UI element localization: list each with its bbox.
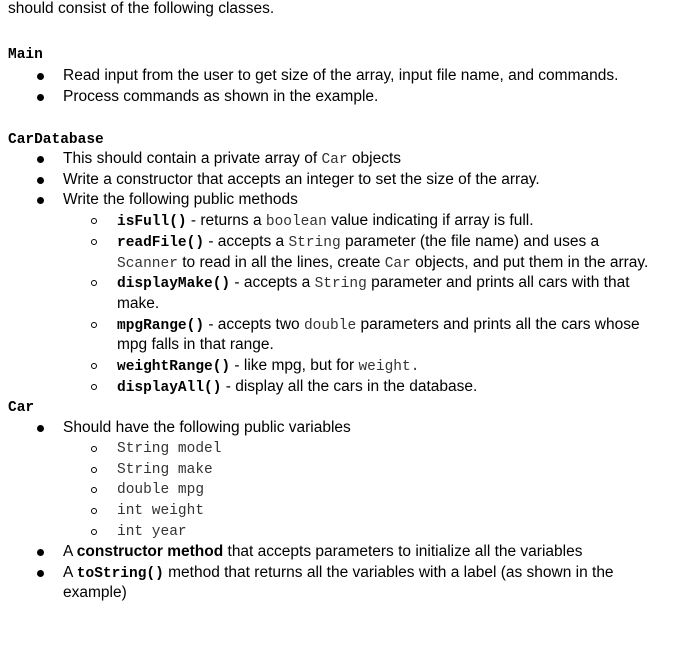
method-displaymake: displayMake() - accepts a String parameter and prints all cars with that (117, 274, 630, 292)
sub-bullet-icon (91, 384, 97, 390)
method-displaymake-cont: make. (117, 295, 160, 312)
bullet-icon (37, 94, 44, 101)
method-readfile: readFile() - accepts a String parameter (the file name) and uses a (117, 233, 600, 251)
bullet-icon (37, 549, 44, 556)
sub-bullet-icon (91, 508, 97, 514)
car-var: double mpg (117, 482, 205, 498)
sub-bullet-icon (91, 280, 97, 286)
sub-bullet-icon (91, 322, 97, 328)
method-isfull: isFull() - returns a boolean value indicating if array is full. (117, 212, 534, 230)
car-var: String make (117, 462, 213, 478)
bullet-icon (37, 177, 44, 184)
car-item-1: Should have the following public variables (63, 419, 351, 436)
main-item-1: Read input from the user to get size of the array, input file name, and commands. (63, 67, 619, 84)
bullet-icon (37, 570, 44, 577)
intro-text: should consist of the following classes. (8, 0, 275, 17)
sub-bullet-icon (91, 487, 97, 493)
sub-bullet-icon (91, 363, 97, 369)
car-heading: Car (8, 400, 35, 416)
cardb-item-3: Write the following public methods (63, 191, 298, 208)
method-displayall: displayAll() - display all the cars in the database. (117, 378, 478, 396)
cardatabase-heading: CarDatabase (8, 132, 104, 148)
main-item-2: Process commands as shown in the example. (63, 88, 379, 105)
bullet-icon (37, 425, 44, 432)
car-item-3-cont: example) (63, 584, 127, 601)
method-readfile-cont: Scanner to read in all the lines, create Car objects, and put them in the array. (117, 254, 649, 272)
bullet-icon (37, 156, 44, 163)
car-var: String model (117, 441, 222, 457)
method-mpgrange-cont: mpg falls in that range. (117, 336, 274, 353)
bullet-icon (37, 73, 44, 80)
main-heading: Main (8, 47, 43, 63)
sub-bullet-icon (91, 467, 97, 473)
car-item-2: A constructor method that accepts parameters to initialize all the variables (63, 543, 583, 560)
method-weightrange: weightRange() - like mpg, but for weight. (117, 357, 420, 375)
sub-bullet-icon (91, 218, 97, 224)
cardb-item-2: Write a constructor that accepts an integer to set the size of the array. (63, 171, 540, 188)
method-mpgrange: mpgRange() - accepts two double parameters and prints all the cars whose (117, 316, 640, 334)
sub-bullet-icon (91, 446, 97, 452)
car-var: int year (117, 524, 187, 540)
cardb-item-1: This should contain a private array of Car objects (63, 150, 401, 168)
sub-bullet-icon (91, 529, 97, 535)
car-item-3: A toString() method that returns all the variables with a label (as shown in the (63, 564, 614, 582)
bullet-icon (37, 197, 44, 204)
sub-bullet-icon (91, 239, 97, 245)
car-var: int weight (117, 503, 205, 519)
